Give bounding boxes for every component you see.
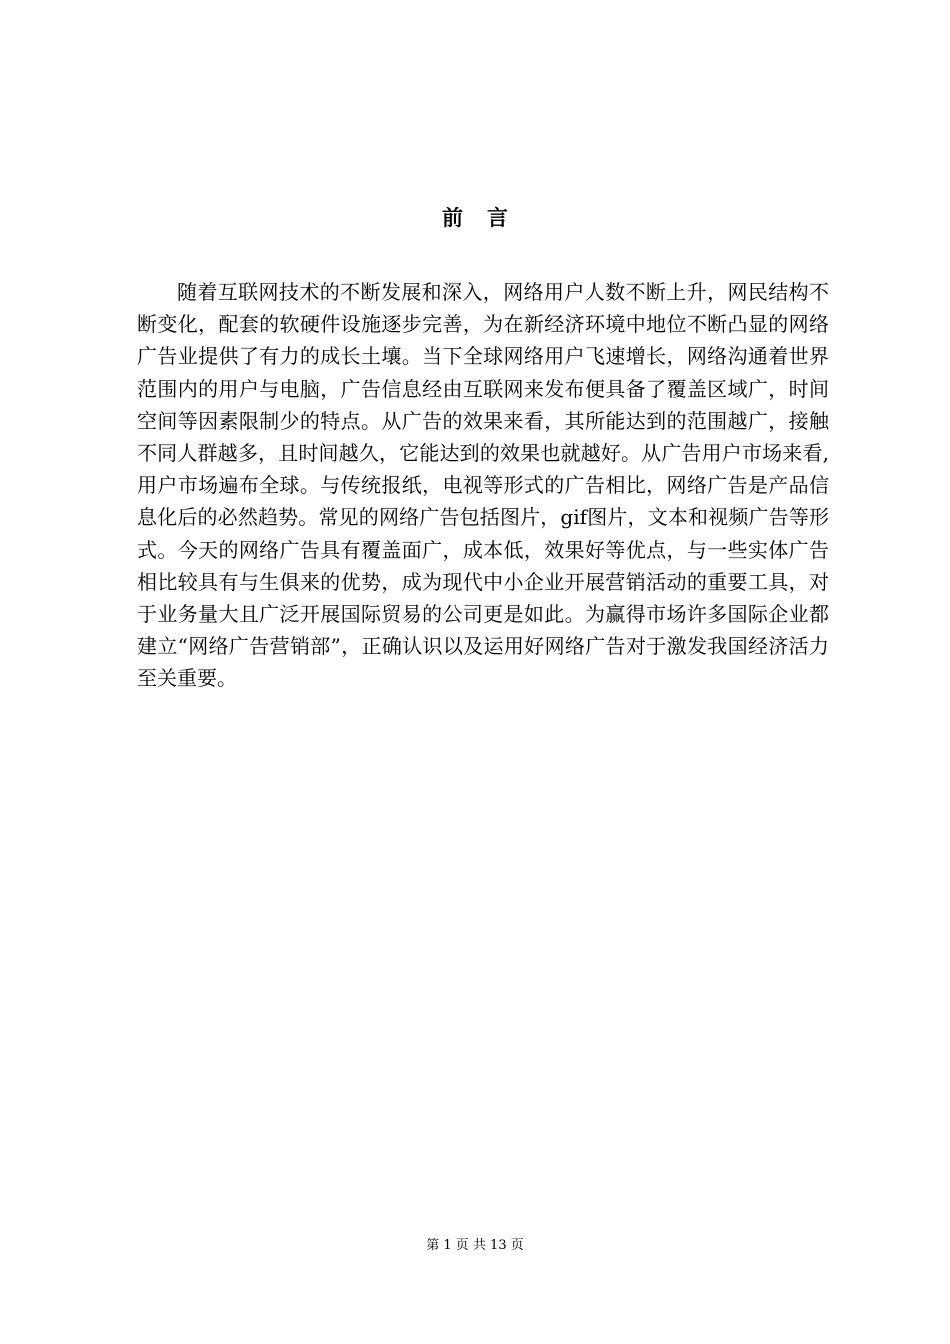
page-title: 前言 [442,205,532,230]
page-number-footer: 第 1 页 共 13 页 [426,1238,524,1253]
body-paragraph: 随着互联网技术的不断发展和深入，网络用户人数不断上升，网民结构不断变化，配套的软硬件设施逐步完善，为在新经济环境中地位不断凸显的网络广告业提供了有力的成长土壤。当下全球网络用户飞速增长，网络沟通着世界范围内的用户与电脑，广告信息经由互联网来发布便具备了覆盖区域广，时间空间等因素限制少的特点。从广告的效果来看，其所能达到的范围越广，接触不同人群越多，且时间越久，它能达到的效果也就越好。从广告用户市场来看,用户市场遍布全球。与传统报纸，电视等形式的广告相比，网络广告是产品信息化后的必然趋势。常见的网络广告包括图片，gif图片，文本和视频广告等形式。今天的网络广告具有覆盖面广，成本低，效果好等优点，与一些实体广告相比较具有与生俱来的优势，成为现代中小企业开展营销活动的重要工具，对于业务量大且广泛开展国际贸易的公司更是如此。为赢得市场许多国际企业都建立“网络广告营销部”，正确认识以及运用好网络广告对于激发我国经济活力至关重要。 [137,280,829,691]
